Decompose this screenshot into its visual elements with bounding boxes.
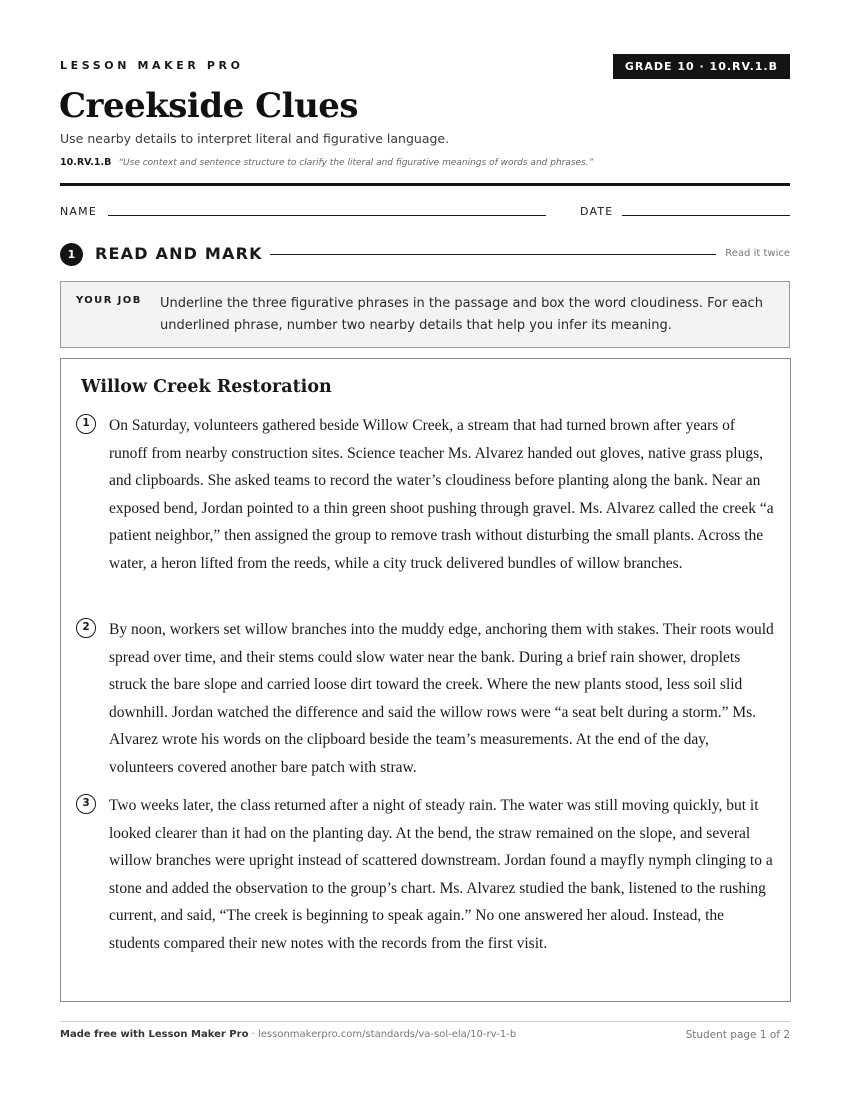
passage-box: [60, 358, 791, 1002]
grade-badge: GRADE 10 · 10.RV.1.B: [613, 54, 790, 79]
paragraph-number-1: 1: [76, 414, 96, 434]
page-title: Creekside Clues: [59, 86, 359, 126]
section-title: READ AND MARK: [95, 244, 263, 263]
footer-url[interactable]: lessonmakerpro.com/standards/va-sol-ela/10-rv-1-b: [257, 1029, 517, 1040]
date-field[interactable]: [622, 215, 790, 216]
page-subtitle: Use nearby details to interpret literal and figurative language.: [60, 131, 450, 146]
paragraph-3: Two weeks later, the class returned after a night of steady rain. The water was still moving quickly, but it looked clearer than it had on the planting day. At the bend, the straw remained on the slope, and several willow branches were upright instead of scattered downstream. Jordan found a mayfly nymph clinging to a stone and added the observation to the group’s chart. Ms. Alvarez studied the bank, listened to the rushing current, and said, “The creek is beginning to speak again.” No one answered her aloud. Instead, the students compared their new notes with the records from the first visit.: [109, 797, 773, 952]
paragraph-2: By noon, workers set willow branches into the muddy edge, anchoring them with stakes. Their roots would spread over time, and their stems could slow water near the bank. During a brief rain shower, droplets struck the bare slope and carried loose dirt toward the creek. Where the new plants stood, less soil slid downhill. Jordan watched the difference and said the willow rows were “a seat belt during a storm.” Ms. Alvarez wrote his words on the clipboard beside the team’s measurements. At the end of the day, volunteers covered another bare patch with straw.: [109, 621, 774, 776]
job-label: YOUR JOB: [76, 295, 142, 306]
footer-divider: [60, 1021, 790, 1022]
brand-name: LESSON MAKER PRO: [60, 59, 244, 72]
footer-brand: Made free with Lesson Maker Pro: [60, 1029, 249, 1040]
standard-text: “Use context and sentence structure to clarify the literal and figurative meanings of words and phrases.”: [118, 158, 594, 168]
name-label: NAME: [60, 205, 97, 218]
footer-separator: ·: [248, 1029, 258, 1040]
header-divider: [60, 183, 790, 186]
section-number-badge: 1: [60, 243, 83, 266]
paragraph-number-2: 2: [76, 618, 96, 638]
name-field[interactable]: [108, 215, 546, 216]
job-box: [60, 281, 790, 348]
standard-code: 10.RV.1.B: [60, 157, 112, 168]
paragraph-number-3: 3: [76, 794, 96, 814]
job-instructions: Underline the three figurative phrases in the passage and box the word cloudiness. For each underlined phrase, number two nearby details that help you infer its meaning.: [160, 296, 763, 333]
footer-credit: [60, 1029, 516, 1040]
passage-title: Willow Creek Restoration: [81, 377, 332, 397]
standard-line: [60, 157, 593, 168]
footer-page-number: Student page 1 of 2: [685, 1029, 790, 1041]
section-hint: Read it twice: [725, 248, 790, 259]
section-divider: [270, 254, 716, 255]
paragraph-1: On Saturday, volunteers gathered beside Willow Creek, a stream that had turned brown after years of runoff from nearby construction sites. Science teacher Ms. Alvarez handed out gloves, native grass plugs, and clipboards. She asked teams to record the water’s cloudiness before planting along the bank. Near an exposed bend, Jordan pointed to a thin green shoot pushing through gravel. Ms. Alvarez called the creek “a patient neighbor,” then assigned the group to remove trash without disturbing the small plants. Across the water, a heron lifted from the reeds, while a city truck delivered bundles of willow branches.: [109, 417, 774, 572]
date-label: DATE: [580, 205, 614, 218]
